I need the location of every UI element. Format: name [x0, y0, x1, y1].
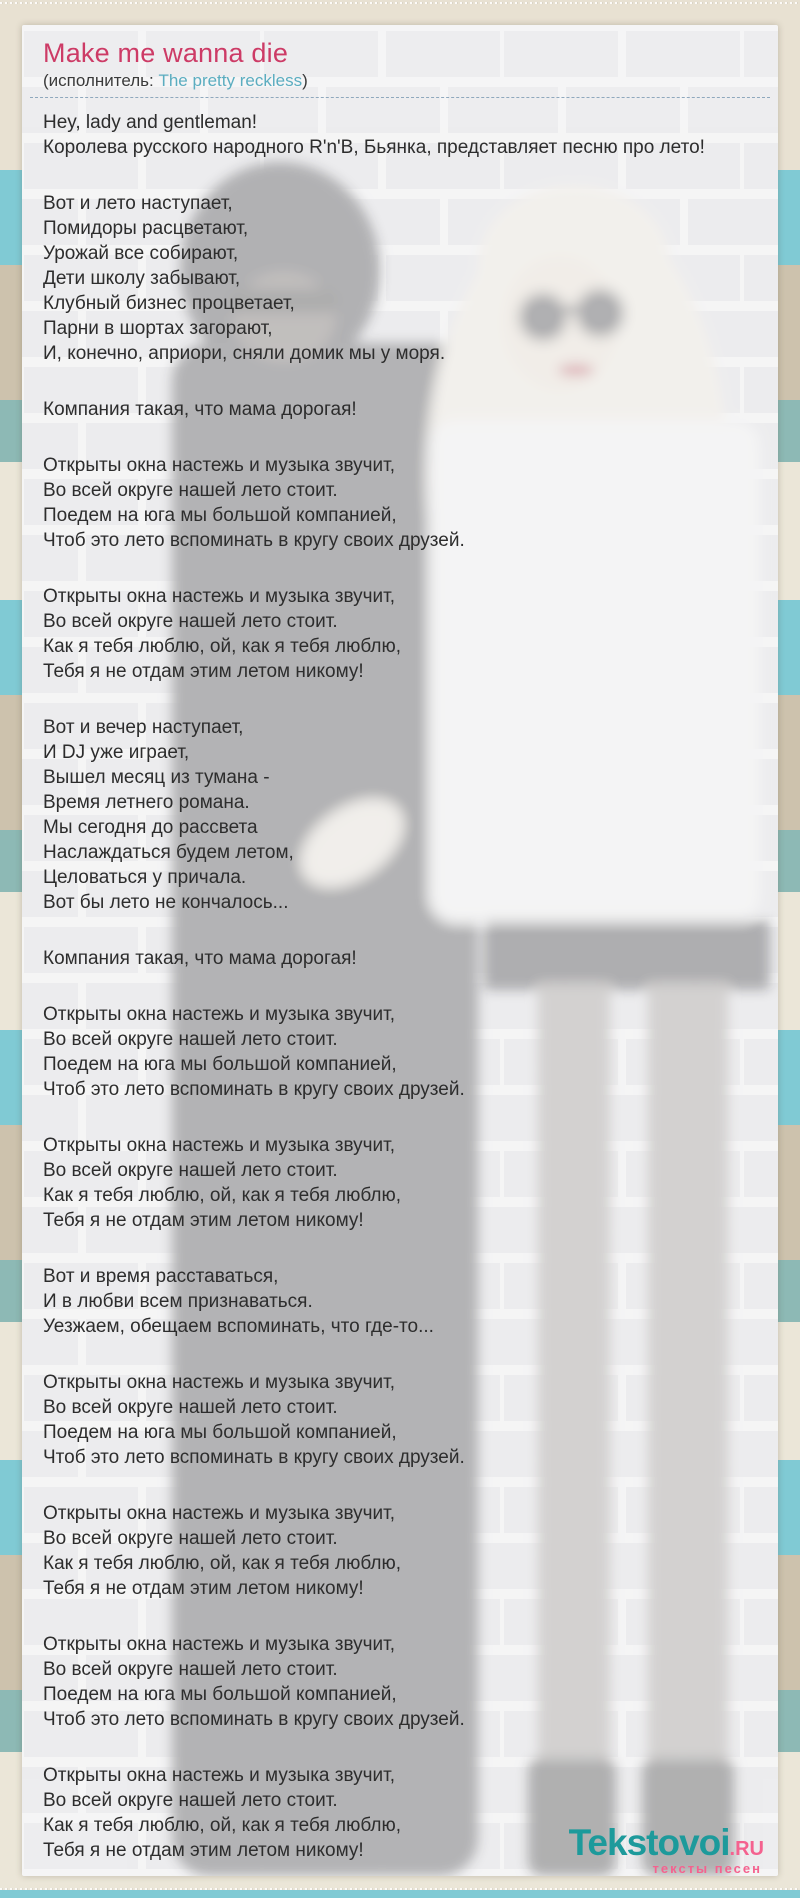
logo-text: Tekstovoi [568, 1822, 730, 1863]
page-title: Make me wanna die [43, 38, 289, 68]
lyrics-stanza [43, 191, 758, 366]
lyrics-stanza [43, 1133, 758, 1233]
lyrics-line: Чтоб это лето вспоминать в кругу своих друзей. [43, 1447, 465, 1468]
lyrics-line: Открыты окна настежь и музыка звучит, [43, 586, 396, 607]
lyrics-line: Во всей округе нашей лето стоит. [43, 1790, 338, 1811]
lyrics-stanza [43, 1264, 758, 1339]
content-panel [22, 25, 778, 1876]
lyrics-line: Чтоб это лето вспоминать в кругу своих друзей. [43, 1079, 465, 1100]
lyrics-stanza [43, 1370, 758, 1470]
lyrics-line: Открыты окна настежь и музыка звучит, [43, 1634, 396, 1655]
lyrics-line: И в любви всем признаваться. [43, 1291, 313, 1312]
lyrics-line: Поедем на юга мы большой компанией, [43, 505, 397, 526]
lyrics-line: Открыты окна настежь и музыка звучит, [43, 1503, 396, 1524]
lyrics-line: Уезжаем, обещаем вспоминать, что где-то... [43, 1316, 434, 1337]
lyrics-stanza [43, 1632, 758, 1732]
lyrics-line: Hey, lady and gentleman! [43, 112, 258, 133]
lyrics-line: Тебя я не отдам этим летом никому! [43, 1578, 364, 1599]
lyrics-line: Время летнего романа. [43, 792, 250, 813]
logo-tld: .RU [729, 1838, 764, 1860]
lyrics-line: Во всей округе нашей лето стоит. [43, 611, 338, 632]
lyrics-line: Поедем на юга мы большой компанией, [43, 1422, 397, 1443]
lyrics-line: Вот и вечер наступает, [43, 717, 244, 738]
lyrics-line: Открыты окна настежь и музыка звучит, [43, 1765, 396, 1786]
lyrics-stanza [43, 946, 758, 971]
lyrics-line: Как я тебя люблю, ой, как я тебя люблю, [43, 1185, 401, 1206]
lyrics-line: И DJ уже играет, [43, 742, 190, 763]
lyrics-stanza [43, 1501, 758, 1601]
lyrics-line: Как я тебя люблю, ой, как я тебя люблю, [43, 1815, 401, 1836]
lyrics-stanza [43, 110, 758, 160]
top-dotted-divider [0, 2, 800, 4]
lyrics-line: Вот бы лето не кончалось... [43, 892, 289, 913]
lyrics-line: Парни в шортах загорают, [43, 318, 273, 339]
lyrics-line: Открыты окна настежь и музыка звучит, [43, 1372, 396, 1393]
site-logo [569, 1824, 764, 1861]
lyrics-line: И, конечно, априори, сняли домик мы у моря. [43, 343, 446, 364]
lyrics-line: Тебя я не отдам этим летом никому! [43, 661, 364, 682]
lyrics-line: Чтоб это лето вспоминать в кругу своих друзей. [43, 530, 465, 551]
lyrics-line: Дети школу забывают, [43, 268, 241, 289]
lyrics-line: Целоваться у причала. [43, 867, 247, 888]
site-logo-link[interactable] [569, 1824, 764, 1875]
lyrics-line: Вот и время расставаться, [43, 1266, 279, 1287]
lyrics [22, 98, 778, 1863]
lyrics-line: Во всей округе нашей лето стоит. [43, 1029, 338, 1050]
lyrics-line: Тебя я не отдам этим летом никому! [43, 1840, 364, 1861]
lyrics-line: Помидоры расцветают, [43, 218, 249, 239]
lyrics-stanza [43, 1002, 758, 1102]
lyrics-line: Королева русского народного R'n'B, Бьянка, представляет песню про лето! [43, 137, 705, 158]
lyrics-line: Компания такая, что мама дорогая! [43, 948, 357, 969]
lyrics-line: Открыты окна настежь и музыка звучит, [43, 1135, 396, 1156]
lyrics-line: Клубный бизнес процветает, [43, 293, 295, 314]
lyrics-stanza [43, 397, 758, 422]
bottom-dotted-divider [0, 1888, 800, 1890]
artist-link[interactable]: The pretty reckless [158, 71, 303, 90]
lyrics-line: Мы сегодня до рассвета [43, 817, 258, 838]
lyrics-line: Компания такая, что мама дорогая! [43, 399, 357, 420]
lyrics-stanza [43, 715, 758, 915]
lyrics-line: Во всей округе нашей лето стоит. [43, 1160, 338, 1181]
lyrics-line: Открыты окна настежь и музыка звучит, [43, 455, 396, 476]
lyrics-line: Поедем на юга мы большой компанией, [43, 1054, 397, 1075]
lyrics-line: Вот и лето наступает, [43, 193, 233, 214]
lyrics-line: Во всей округе нашей лето стоит. [43, 1397, 338, 1418]
song-header [30, 25, 770, 98]
lyrics-line: Урожай все собирают, [43, 243, 239, 264]
lyrics-line: Поедем на юга мы большой компанией, [43, 1684, 397, 1705]
lyrics-line: Как я тебя люблю, ой, как я тебя люблю, [43, 1553, 401, 1574]
artist-label-suffix: ) [302, 71, 308, 90]
lyrics-line: Во всей округе нашей лето стоит. [43, 480, 338, 501]
lyrics-stanza [43, 453, 758, 553]
lyrics-line: Чтоб это лето вспоминать в кругу своих друзей. [43, 1709, 465, 1730]
lyrics-line: Тебя я не отдам этим летом никому! [43, 1210, 364, 1231]
artist-line [43, 70, 757, 92]
lyrics-stanza [43, 584, 758, 684]
lyrics-line: Как я тебя люблю, ой, как я тебя люблю, [43, 636, 401, 657]
artist-label-prefix: (исполнитель: [43, 71, 159, 90]
lyrics-line: Вышел месяц из тумана - [43, 767, 270, 788]
lyrics-line: Во всей округе нашей лето стоит. [43, 1528, 338, 1549]
lyrics-line: Во всей округе нашей лето стоит. [43, 1659, 338, 1680]
lyrics-line: Открыты окна настежь и музыка звучит, [43, 1004, 396, 1025]
lyrics-line: Наслаждаться будем летом, [43, 842, 294, 863]
logo-tagline: тексты песен [652, 1861, 762, 1876]
